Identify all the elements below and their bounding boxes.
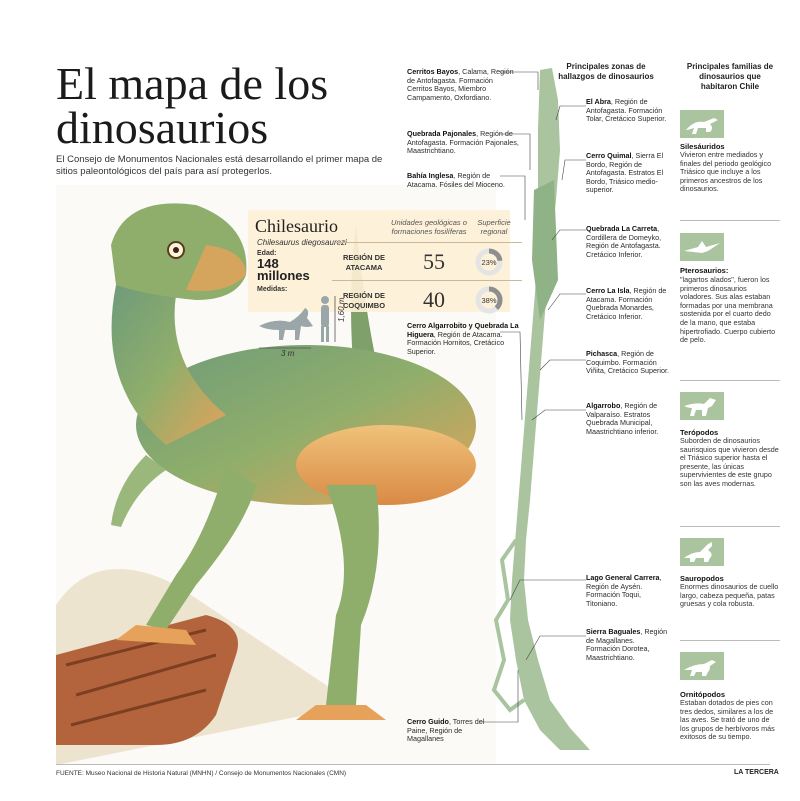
divider: [56, 764, 770, 765]
site-desc: , Región de Coquimbo. Formación Viñita, Cretácico Superior.: [586, 349, 669, 376]
site-desc: , Región de Atacama. Formación Quebrada Monardes, Cretácico Inferior.: [586, 286, 667, 321]
family-desc: Vivieron entre mediados y finales del periodo geológico Triásico que incluye a los primeros ancestros de los dinosaurios.: [680, 150, 772, 194]
region-name: REGIÓN DE COQUIMBO: [342, 291, 386, 310]
region-name: REGIÓN DE ATACAMA: [342, 253, 386, 272]
ornithopod-icon: [680, 652, 724, 680]
family-name: Silesáuridos: [680, 142, 725, 151]
site-desc: , Región de Valparaíso. Estratos Quebrada Municipal, Maastrichtiano inferior.: [586, 401, 659, 436]
family-desc: Estaban dotados de pies con tres dedos, similares a los de las aves. Se trató de uno de los grupos de herbívoros más exitosos de su tiempo.: [680, 698, 775, 742]
family-name: Pterosaurios:: [680, 266, 729, 275]
theropod-icon: [680, 392, 724, 420]
site-name: Cerro Guido: [407, 717, 449, 726]
site-desc: , Región de Antofagasta. Formación Pajonales, Maastrichtiano.: [407, 129, 519, 156]
family-name: Ornitópodos: [680, 690, 725, 699]
sauropod-icon: [680, 538, 724, 566]
publisher-brand: LA TERCERA: [734, 769, 779, 776]
units-value: 55: [423, 249, 445, 274]
surface-percent: 38%: [481, 296, 497, 305]
units-value: 40: [423, 287, 445, 312]
site-name: Bahía Inglesa: [407, 171, 454, 180]
site-name: Cerritos Bayos: [407, 67, 459, 76]
table-header-units: Unidades geológicas o formaciones fosilíferas: [391, 218, 467, 236]
family-name: Sauropodos: [680, 574, 724, 583]
site-desc: , Región de Aysén. Formación Toqui, Titoniano.: [586, 573, 662, 608]
families-heading: Principales familias de dinosaurios que habitaron Chile: [686, 62, 774, 91]
divider: [680, 640, 780, 641]
site-desc: , Cordillera de Domeyko, Región de Antofagasta. Cretácico Inferior.: [586, 224, 662, 259]
site-name: El Abra: [586, 97, 611, 106]
measures-label: Medidas:: [257, 286, 288, 293]
age-label: Edad:: [257, 250, 277, 257]
divider: [680, 526, 780, 527]
site-name: Cerro La Isla: [586, 286, 630, 295]
table-header-surface: Superficie regional: [477, 218, 511, 236]
dinosaur-name: Chilesaurio: [255, 216, 338, 236]
age-value: 148 millones: [257, 256, 310, 283]
map-heading: Principales zonas de hallazgos de dinosaurios: [558, 62, 654, 81]
divider: [680, 220, 780, 221]
silesaurid-icon: [680, 110, 724, 138]
surface-percent: 23%: [481, 258, 497, 267]
site-name: Cerro Algarrobito y Quebrada La Higuera: [407, 321, 519, 339]
site-desc: , Región de Atacama. Fósiles del Mioceno.: [407, 171, 505, 189]
divider: [680, 380, 780, 381]
height-label: 1,60 m: [337, 297, 346, 322]
dinosaur-scientific-name: Chilesaurus diegosaurezi: [257, 238, 347, 247]
site-name: Lago General Carrera: [586, 573, 660, 582]
length-label: 3 m: [281, 349, 295, 358]
site-desc: , Torres del Paine, Región de Magallanes: [407, 717, 485, 744]
site-desc: , Región de Antofagasta. Formación Tolar, Cretácico Superior.: [586, 97, 667, 124]
intro-text: El Consejo de Monumentos Nacionales está desarrollando el primer mapa de sitios paleontológicos del país para así protegerlos.: [56, 154, 383, 177]
site-name: Algarrobo: [586, 401, 621, 410]
pterosaur-icon: [680, 233, 724, 261]
source-note: FUENTE: Museo Nacional de Historia Natural (MNHN) / Consejo de Monumentos Nacionales (CMN): [56, 770, 347, 777]
family-desc: Enormes dinosaurios de cuello largo, cabeza pequeña, patas gruesas y cola robusta.: [680, 582, 779, 609]
site-name: Pichasca: [586, 349, 618, 358]
page-title: El mapa de los dinosaurios: [56, 58, 329, 153]
family-name: Terópodos: [680, 428, 719, 437]
site-desc: , Región de Atacama. Formación Hornitos, Cretácico Superior.: [407, 329, 505, 356]
site-desc: , Sierra El Bordo, Región de Antofagasta. Estratos El Bordo, Triásico medio-superior.: [586, 151, 664, 195]
site-desc: , Región de Magallanes. Formación Dorotea, Maastrichtiano.: [586, 627, 668, 662]
site-name: Quebrada La Carreta: [586, 224, 658, 233]
family-desc: "lagartos alados", fueron los primeros dinosaurios voladores. Sus alas estaban formadas por una membrana sostenida por el cuarto dedo de la mano, que estaba hipertrofiado. Cuerpo cubierto de pelo.: [680, 275, 776, 345]
leader-lines: [400, 60, 600, 760]
family-desc: Suborden de dinosaurios saurisquios que vivieron desde el Triásico superior hasta el presente, las únicas supervivientes de este grupo son las aves modernas.: [680, 436, 779, 488]
site-desc: , Calama, Región de Antofagasta. Formación Cerritos Bayos, Miembro Campamento, Oxfordiano.: [407, 67, 514, 102]
site-name: Sierra Baguales: [586, 627, 641, 636]
site-name: Cerro Quimal: [586, 151, 632, 160]
site-name: Quebrada Pajonales: [407, 129, 477, 138]
